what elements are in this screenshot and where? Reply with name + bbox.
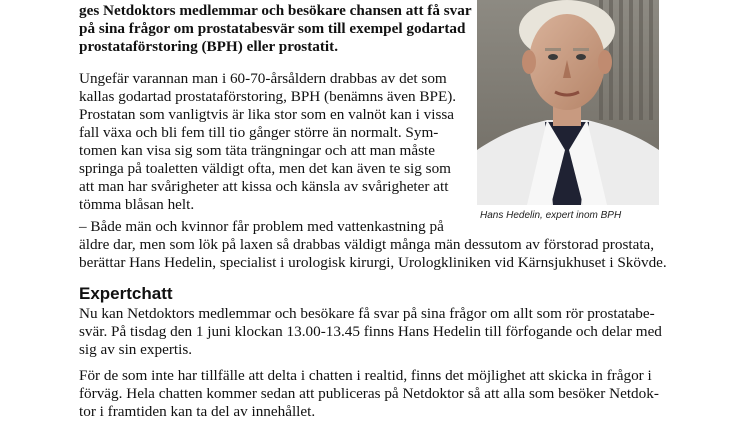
- portrait-photo: [477, 0, 659, 205]
- intro-line: på sina frågor om prostatabesvär som till exempel godartad: [79, 20, 466, 37]
- body-line: Ungefär varannan man i 60-70-årsåldern drabbas av det som: [79, 70, 447, 87]
- body-line: springa på toaletten väldigt ofta, men det kan även te sig som: [79, 160, 451, 177]
- body-line: tömma blåsan helt.: [79, 196, 195, 213]
- body-line: För de som inte har tillfälle att delta i chatten i realtid, finns det möjlighet att skicka in frågor i: [79, 367, 652, 384]
- body-line: att man har svårigheter att kissa och känsla av svårigheter att: [79, 178, 449, 195]
- body-line: tomen kan visa sig som täta trängningar och att man måste: [79, 142, 435, 159]
- intro-line: prostataförstoring (BPH) eller prostatit.: [79, 38, 338, 55]
- body-line: förväg. Hela chatten kommer sedan att publiceras på Netdoktor så att alla som besöker Netdok-: [79, 385, 659, 402]
- body-line: fall växa och bli fem till tio gånger större än normalt. Sym-: [79, 124, 439, 141]
- body-line: svär. På tisdag den 1 juni klockan 13.00-13.45 finns Hans Hedelin till förfogande och delar med: [79, 323, 662, 340]
- body-line: kallas godartad prostataförstoring, BPH (benämns även BPE).: [79, 88, 457, 105]
- intro-line: ges Netdoktors medlemmar och besökare chansen att få svar: [79, 2, 472, 19]
- quote-line: – Både män och kvinnor får problem med vattenkastning på: [79, 218, 444, 235]
- section-heading: Expertchatt: [79, 284, 173, 303]
- quote-line: äldre dar, men som lök på laxen så drabbas väldigt många män dessutom av förstorad prostata,: [79, 236, 655, 253]
- body-line: Prostatan som vanligtvis är lika stor som en valnöt kan i vissa: [79, 106, 455, 123]
- body-line: tor i framtiden kan ta del av innehållet.: [79, 403, 316, 420]
- body-line: sig av sin expertis.: [79, 341, 193, 358]
- photo-caption: Hans Hedelin, expert inom BPH: [480, 210, 622, 221]
- body-line: Nu kan Netdoktors medlemmar och besökare få svar på sina frågor om allt som rör prostatabe-: [79, 305, 655, 322]
- quote-line: berättar Hans Hedelin, specialist i urologisk kirurgi, Urologkliniken vid Kärnsjukhuset i Skövde.: [79, 254, 667, 271]
